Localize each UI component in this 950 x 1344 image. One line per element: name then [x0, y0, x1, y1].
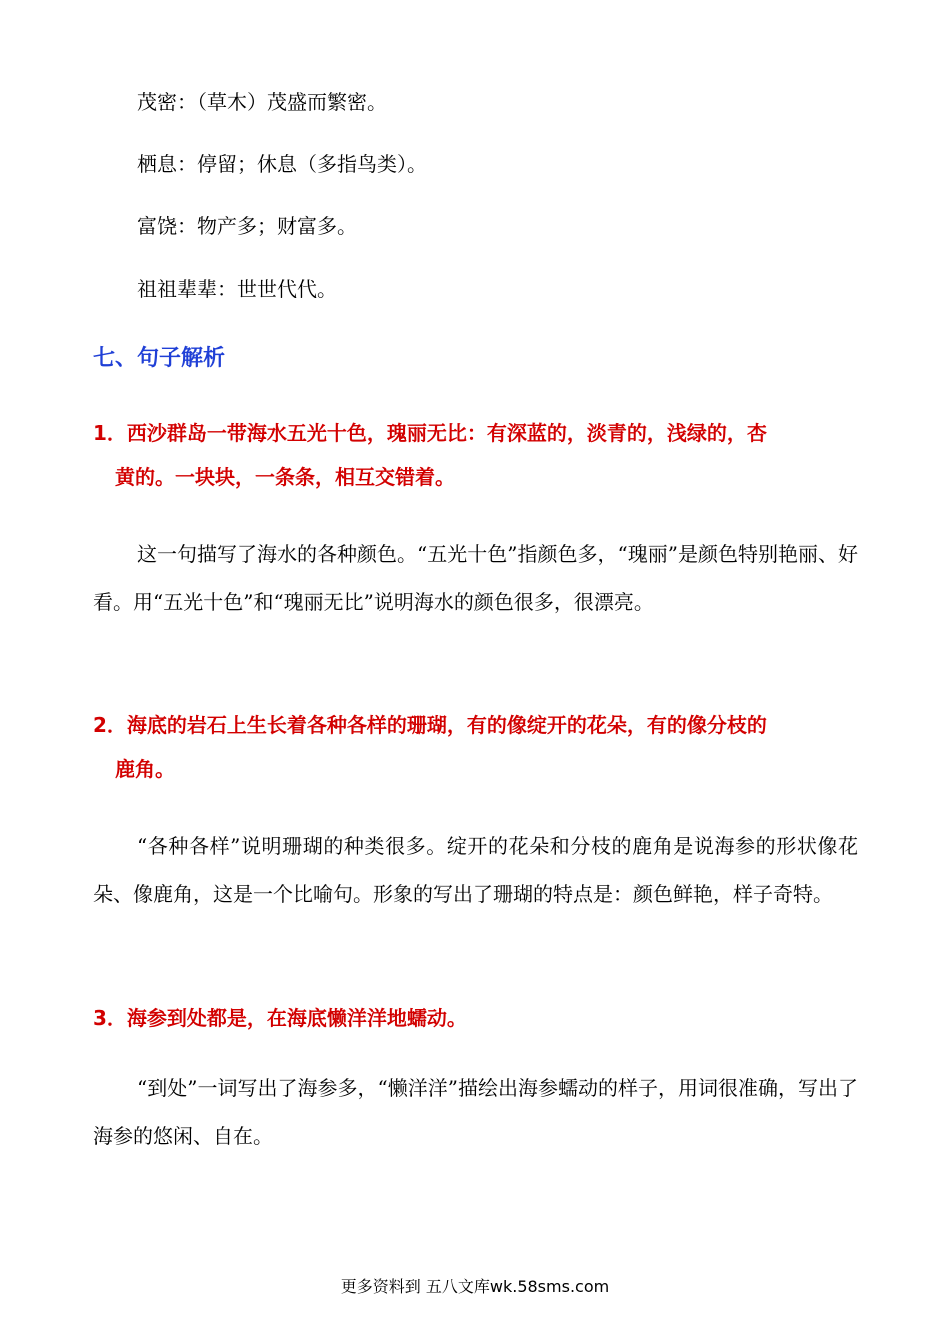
sentence-line: 2．海底的岩石上生长着各种各样的珊瑚，有的像绽开的花朵，有的像分枝的: [93, 713, 767, 737]
explanation-paragraph: “各种各样”说明珊瑚的种类很多。绽开的花朵和分枝的鹿角是说海参的形状像花朵、像鹿角，这是一个比喻句。形象的写出了珊瑚的特点是：颜色鲜艳，样子奇特。: [93, 834, 858, 906]
vocab-entry: 富饶：物产多；财富多。: [137, 214, 357, 238]
sentence-line: 3．海参到处都是，在海底懒洋洋地蠕动。: [93, 1006, 467, 1030]
vocab-entry: 茂密：（草木）茂盛而繁密。: [137, 90, 387, 114]
sentence-line: 1．西沙群岛一带海水五光十色，瑰丽无比：有深蓝的，淡青的，浅绿的，杏: [93, 421, 767, 445]
explanation-paragraph: “到处”一词写出了海参多，“懒洋洋”描绘出海参蠕动的样子，用词很准确，写出了海参的悠闲、自在。: [93, 1076, 858, 1148]
vocab-entry: 栖息：停留；休息（多指鸟类）。: [137, 152, 427, 176]
sentence-line: 鹿角。: [115, 757, 175, 781]
sentence-line: 黄的。一块块，一条条，相互交错着。: [115, 465, 455, 489]
footer-source: 更多资料到 五八文库wk.58sms.com: [340, 1277, 610, 1296]
section-title: 七、句子解析: [93, 346, 226, 371]
sentence-heading: [93, 411, 863, 499]
explanation-paragraph: 这一句描写了海水的各种颜色。“五光十色”指颜色多，“瑰丽”是颜色特别艳丽、好看。用“五光十色”和“瑰丽无比”说明海水的颜色很多，很漂亮。: [93, 542, 858, 614]
sentence-heading: [93, 996, 863, 1040]
vocab-entry: 祖祖辈辈：世世代代。: [137, 277, 337, 301]
sentence-heading: [93, 703, 863, 791]
